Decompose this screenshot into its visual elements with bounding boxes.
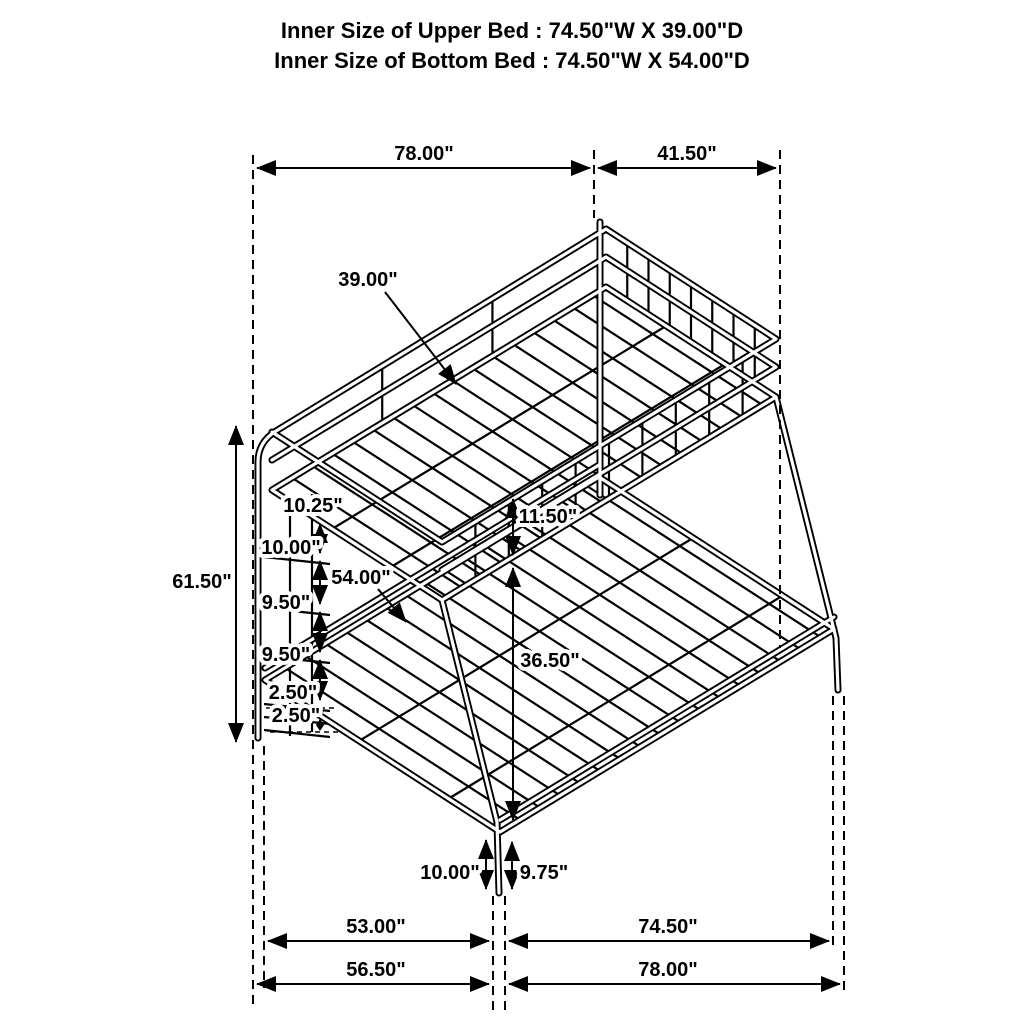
dim-label-ladder-gap-6: 2.50" xyxy=(271,705,321,727)
dim-base-right-width xyxy=(509,959,840,984)
dim-label-clearance-height: 36.50" xyxy=(520,650,580,672)
dim-label-floor-left-span: 53.00" xyxy=(346,916,406,938)
dim-label-base-right-width: 78.00" xyxy=(638,959,698,981)
dim-label-top-depth: 41.50" xyxy=(657,143,717,165)
dim-label-upper-bed-depth: 39.00" xyxy=(338,269,398,291)
dim-label-overall-height: 61.50" xyxy=(172,571,232,593)
dim-label-ladder-gap-2: 10.00" xyxy=(261,537,321,559)
dim-label-front-leg-height: 10.00" xyxy=(420,862,480,884)
upper-deck-bar xyxy=(391,364,725,567)
lower-slat-line xyxy=(465,558,700,710)
dim-top-width xyxy=(257,143,590,168)
dim-label-ladder-gap-3: 9.50" xyxy=(261,592,311,614)
lower-deck-bar xyxy=(359,538,693,741)
dim-label-ladder-gap-4: 9.50" xyxy=(261,644,311,666)
lower-slat-line xyxy=(445,570,680,722)
lower-slat-line xyxy=(485,546,720,698)
title-bottom-bed-size: Inner Size of Bottom Bed : 74.50"W X 54.00"D xyxy=(274,48,750,73)
dim-label-upper-rail-height: 11.50" xyxy=(518,506,578,528)
dim-upper-bed-depth xyxy=(338,269,456,384)
bed-drawing xyxy=(258,222,838,893)
lower-slat-line xyxy=(546,509,781,661)
dim-label-front-leg-height-inner: 9.75" xyxy=(519,862,569,884)
dim-label-ladder-gap-1: 10.25" xyxy=(283,495,343,517)
frame-tubes xyxy=(258,222,838,893)
dim-clearance-height xyxy=(513,568,580,820)
lower-slat-line xyxy=(385,607,620,759)
dim-upper-rail-height xyxy=(513,499,577,555)
lower-deck-bar xyxy=(448,596,782,799)
dim-overall-height xyxy=(172,426,236,742)
dim-label-bottom-bed-depth: 54.00" xyxy=(331,567,391,589)
lower-slat-line xyxy=(365,619,600,771)
dim-floor-right-span xyxy=(509,916,829,941)
dim-label-top-width: 78.00" xyxy=(394,143,454,165)
lower-slat-line xyxy=(586,485,821,637)
dim-base-left-width xyxy=(257,959,489,984)
lower-slat-line xyxy=(566,497,801,649)
diagram-title xyxy=(274,18,750,73)
rung-line xyxy=(264,730,330,737)
dim-label-ladder-gap-5: 2.50" xyxy=(268,682,318,704)
dim-floor-left-span xyxy=(268,916,489,941)
dim-label-floor-right-span: 74.50" xyxy=(638,916,698,938)
title-upper-bed-size: Inner Size of Upper Bed : 74.50"W X 39.00"D xyxy=(280,18,744,43)
dim-top-depth xyxy=(598,143,776,168)
upper-deck-bar xyxy=(332,326,666,529)
dim-label-base-left-width: 56.50" xyxy=(346,959,406,981)
